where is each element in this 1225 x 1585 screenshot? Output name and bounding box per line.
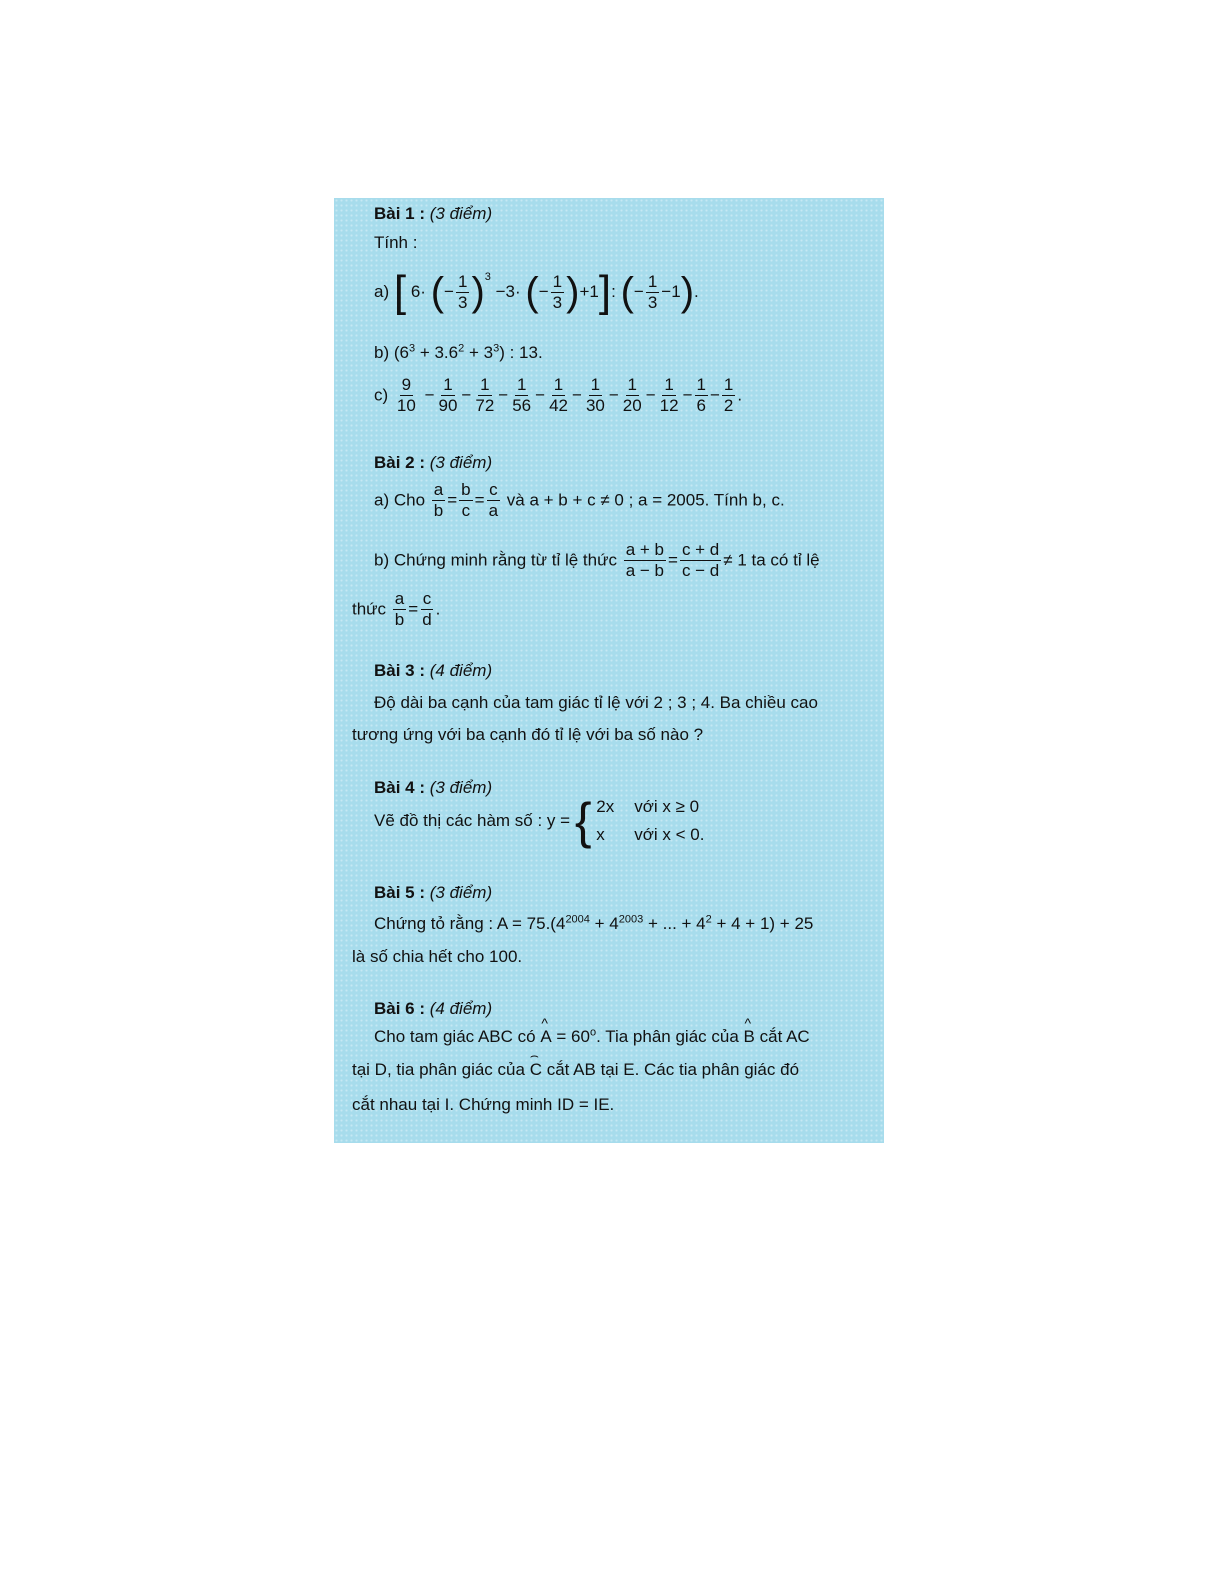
fraction-b-c: $\frac{b}{c}$ xyxy=(461,480,471,520)
bai2-title: Bài 2 : xyxy=(374,453,426,472)
bai3-heading xyxy=(374,661,872,681)
bai4-heading xyxy=(374,778,872,798)
fraction-1-20: $\frac{1}{20}$ xyxy=(622,375,642,415)
minus-sign: − xyxy=(535,385,546,405)
bai3-line2: tương ứng với ba cạnh đó tỉ lệ với ba số nào ? xyxy=(352,725,704,744)
minus-sign: − xyxy=(538,282,549,301)
bai6-line2: tại D, tia phân giác của ⌢ C cắt AB tại E. Các tia phân giác đó xyxy=(352,1060,872,1080)
fraction-1-12: $\frac{1}{12}$ xyxy=(659,375,679,415)
dot-operator: · xyxy=(420,282,426,301)
minus-three: −3· xyxy=(495,282,521,301)
left-brace: { xyxy=(574,793,592,849)
left-paren: ( xyxy=(620,270,634,314)
fraction-one-third: $\frac{1}{3}$ xyxy=(457,271,468,312)
bai5-title: Bài 5 : xyxy=(374,883,426,902)
fraction-c-d: $\frac{c}{d}$ xyxy=(422,589,432,629)
bai2-a-line: a) Cho $\frac{a}{b}$ = $\frac{b}{c}$ = $\frac{c}{a}$ và a + b + c ≠ 0 ; a = 2005. Tính b, c. xyxy=(374,480,785,520)
piecewise-cases: 2x với x ≥ 0 x với x < 0. xyxy=(596,797,705,844)
bai5-line2: là số chia hết cho 100. xyxy=(352,947,523,966)
period: . xyxy=(737,385,743,405)
bai6-line3: cắt nhau tại I. Chứng minh ID = IE. xyxy=(352,1095,615,1114)
bai1-a-six: 6 xyxy=(410,282,421,301)
angle-A: ^ A xyxy=(540,1027,551,1047)
bai1-b-expression: b) $(6^3 + 3.6^2 + 3^3)$ : 13. xyxy=(374,342,543,362)
bai1-score: (3 điểm) xyxy=(429,204,493,223)
minus-one: −1 xyxy=(661,282,681,301)
fraction-1-42: $\frac{1}{42}$ xyxy=(549,375,568,415)
bai2-score: (3 điểm) xyxy=(429,453,493,472)
bai1-c-label: c) xyxy=(374,385,389,405)
colon: : xyxy=(611,282,616,301)
angle-B: ^ B xyxy=(744,1027,755,1047)
left-paren: ( xyxy=(525,270,539,314)
period: . xyxy=(694,282,699,301)
minus-sign: − xyxy=(608,385,619,405)
bai6-line1: Cho tam giác ABC có ^ $A = 60^o$. Tia phân giác của ^ B cắt AC xyxy=(374,1027,872,1047)
exam-card xyxy=(334,198,884,1143)
bai1-c-fraction-list xyxy=(424,375,738,415)
fraction-a-b: $\frac{a}{b}$ xyxy=(433,480,444,520)
fraction-1-72: $\frac{1}{72}$ xyxy=(475,375,495,415)
left-bracket: [ xyxy=(393,267,407,316)
bai2-b2-line: thức $\frac{a}{b}$ = $\frac{c}{d}$ . xyxy=(352,589,441,629)
bai5-heading xyxy=(374,883,872,903)
minus-sign: − xyxy=(645,385,656,405)
fraction-one-third: $\frac{1}{3}$ xyxy=(552,271,563,312)
minus-sign: − xyxy=(444,282,454,301)
minus-sign: − xyxy=(461,385,472,405)
plus-one: +1 xyxy=(579,282,599,301)
minus-sign: − xyxy=(682,385,693,405)
bai3-title: Bài 3 : xyxy=(374,661,426,680)
fraction-c-a: $\frac{c}{a}$ xyxy=(488,480,499,520)
bai4-score: (3 điểm) xyxy=(429,778,493,797)
minus-sign: − xyxy=(424,385,435,405)
right-paren: ) xyxy=(471,270,485,314)
fraction-one-third: $\frac{1}{3}$ xyxy=(647,271,658,312)
minus-sign: − xyxy=(572,385,582,405)
bai1-a-expression xyxy=(374,267,872,316)
angle-C: ⌢ C xyxy=(530,1060,542,1080)
right-bracket: ] xyxy=(598,267,612,316)
bai6-title: Bài 6 : xyxy=(374,999,426,1018)
minus-sign: − xyxy=(633,282,644,301)
bai1-intro: Tính : xyxy=(374,233,418,252)
bai3-line1: Độ dài ba cạnh của tam giác tỉ lệ với 2 ; 3 ; 4. Ba chiều cao xyxy=(374,693,818,712)
fraction-9-10: $\frac{9}{10}$ xyxy=(396,375,416,415)
left-paren: ( xyxy=(430,270,445,314)
bai6-score: (4 điểm) xyxy=(429,999,493,1018)
bai4-title: Bài 4 : xyxy=(374,778,426,797)
right-paren: ) xyxy=(566,270,580,314)
exponent: 3 xyxy=(484,270,491,283)
bai1-a-label: a) xyxy=(374,282,390,301)
bai4-function: Vẽ đồ thị các hàm số : y = { 2x với x ≥ 0 x với x < 0. xyxy=(374,793,705,849)
fraction-a-b: $\frac{a}{b}$ xyxy=(394,589,405,629)
right-paren: ) xyxy=(680,270,695,314)
fraction-1-2: $\frac{1}{2}$ xyxy=(723,375,734,415)
bai1-c-expression xyxy=(374,376,872,415)
fraction-cpd-cmd: $\frac{c + d}{c - d}$ xyxy=(681,540,720,580)
bai2-b-line: b) Chứng minh rằng từ tỉ lệ thức $\frac{a + b}{a - b}$ = $\frac{c + d}{c - d}$ ≠ 1 ta có tỉ lệ xyxy=(374,540,820,580)
bai6-heading xyxy=(374,999,872,1019)
bai2-heading xyxy=(374,453,872,473)
fraction-1-56: $\frac{1}{56}$ xyxy=(512,375,532,415)
fraction-1-6: $\frac{1}{6}$ xyxy=(696,375,706,415)
bai1-heading xyxy=(374,204,872,224)
bai1-title: Bài 1 : xyxy=(374,204,426,223)
fraction-1-90: $\frac{1}{90}$ xyxy=(438,375,458,415)
bai5-line1: Chứng tỏ rằng : $A = 75.(4^{2004} + 4^{2003}$ + ... + $4^2 + 4 + 1) + 25$ xyxy=(374,913,814,933)
bai3-score: (4 điểm) xyxy=(429,661,493,680)
minus-sign: − xyxy=(709,385,720,405)
minus-sign: − xyxy=(498,385,509,405)
fraction-apb-amb: $\frac{a + b}{a - b}$ xyxy=(625,540,664,580)
bai5-score: (3 điểm) xyxy=(429,883,493,902)
fraction-1-30: $\frac{1}{30}$ xyxy=(585,375,605,415)
